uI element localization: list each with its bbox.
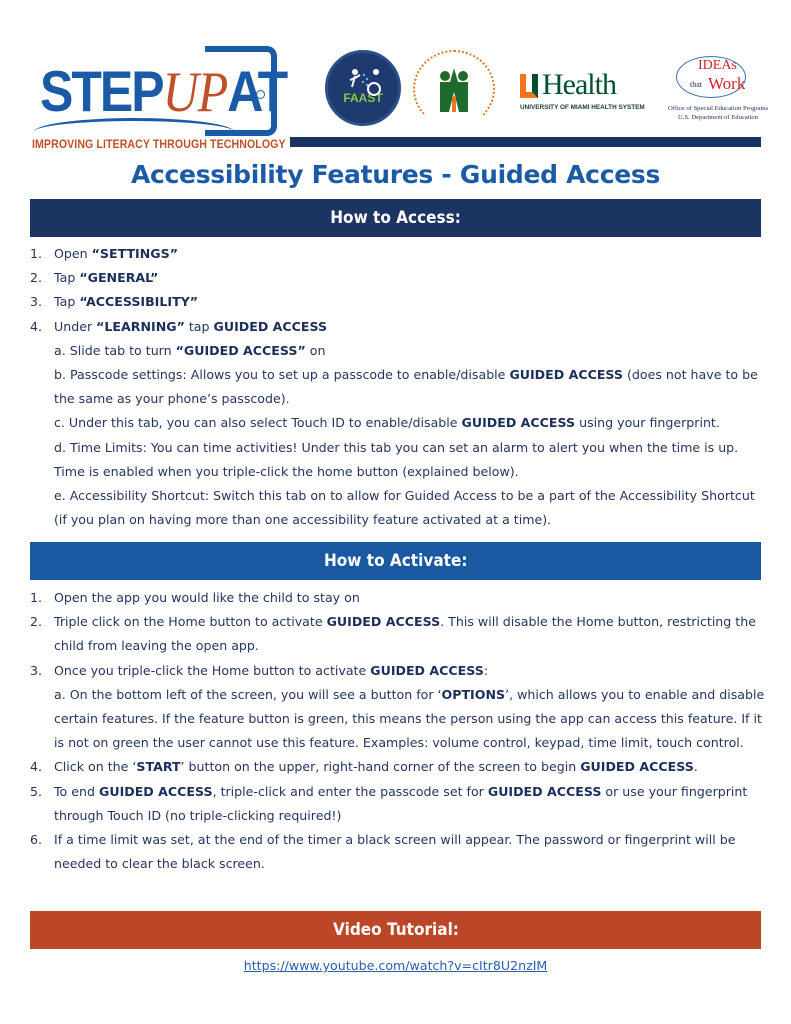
uhealth-wordmark: Health <box>542 68 616 101</box>
sub-item-e: e. Accessibility Shortcut: Switch this tab on to allow for Guided Access to be a part of the Accessibility Shortcut (if you plan on having more than one accessibility feature activated at a time). <box>54 488 755 528</box>
stepup-wordmark: STEPUPAT <box>40 59 287 124</box>
ideas-subtitle <box>668 104 768 122</box>
mailman-center-logo <box>413 50 495 128</box>
list-item: 2. Triple click on the Home button to activate GUIDED ACCESS. This will disable the Home button, restricting the child from leaving the open app. <box>30 614 756 654</box>
list-item: 4. Under “LEARNING” tap GUIDED ACCESS <box>30 318 328 334</box>
list-item: 1. Open the app you would like the child to stay on <box>30 590 360 605</box>
ideas-line2: U.S. Department of Education <box>677 114 759 121</box>
ideas-line1: Office of Special Education Programs <box>668 105 769 112</box>
sub-item-b: b. Passcode settings: Allows you to set up a passcode to enable/disable GUIDED ACCESS (does not have to be the same as your phone’s passcode). <box>54 367 758 407</box>
page-title: Accessibility Features - Guided Access <box>130 160 661 189</box>
access-steps-list <box>30 242 770 532</box>
sub-item-c: c. Under this tab, you can also select Touch ID to enable/disable GUIDED ACCESS using your fingerprint. <box>54 415 720 431</box>
u-mark-icon <box>520 74 538 98</box>
activate-steps-list <box>30 586 770 876</box>
sub-item-a: a. On the bottom left of the screen, you will see a button for ‘OPTIONS’, which allows you to enable and disable certain features. If the feature button is green, this means the person using the app can access this feature. If it is not on green the user cannot use this feature. Examples: volume control, keypad, time limit, touch control. <box>54 686 765 751</box>
stepup-tagline: IMPROVING LITERACY THROUGH TECHNOLOGY <box>32 139 286 151</box>
that-text: that <box>690 80 702 89</box>
header-divider <box>290 137 761 147</box>
section-header-how-to-access <box>30 199 761 237</box>
work-text: Work <box>708 74 746 93</box>
ideas-text: IDEAs <box>698 58 737 73</box>
uhealth-logo <box>520 68 645 120</box>
list-item: 4. Click on the ‘START’ button on the upper, right-hand corner of the screen to begin GUIDED ACCESS. <box>30 759 698 775</box>
list-item: 3. Once you triple-click the Home button to activate GUIDED ACCESS: <box>30 662 489 678</box>
section-header-how-to-activate <box>30 542 761 580</box>
list-item: 1. Open “SETTINGS” <box>30 246 178 261</box>
logo-row <box>0 38 791 153</box>
list-item: 3. Tap “ACCESSIBILITY” <box>30 294 199 310</box>
faast-label: FAAST <box>343 91 383 105</box>
list-item: 2. Tap “GENERAL” <box>30 270 159 286</box>
list-item: 5. To end GUIDED ACCESS, triple-click and enter the passcode set for GUIDED ACCESS or use your fingerprint through Touch ID (no triple-clicking required!) <box>30 783 748 823</box>
list-item: 6. If a time limit was set, at the end of the timer a black screen will appear. The password or fingerprint will be needed to clear the black screen. <box>30 832 736 872</box>
section-heading: Video Tutorial: <box>332 920 459 940</box>
sub-item-a: a. Slide tab to turn “GUIDED ACCESS” on <box>54 342 326 358</box>
section-heading: How to Access: <box>330 208 461 228</box>
people-wheelchair-icon <box>348 67 384 97</box>
faast-logo <box>325 50 401 126</box>
section-header-video-tutorial <box>30 911 761 949</box>
stepup-at-logo <box>30 42 287 152</box>
children-highfive-icon <box>437 66 471 114</box>
video-tutorial-link[interactable]: https://www.youtube.com/watch?v=cItr8U2nzIM <box>243 958 548 973</box>
ideas-that-work-logo <box>668 56 768 136</box>
section-heading: How to Activate: <box>323 551 468 571</box>
uhealth-subtitle: UNIVERSITY OF MIAMI HEALTH SYSTEM <box>520 104 645 111</box>
sub-item-d: d. Time Limits: You can time activities! Under this tab you can set an alarm to alert you when the time is up. Time is enabled when you triple-click the home button (explained below). <box>54 439 739 479</box>
